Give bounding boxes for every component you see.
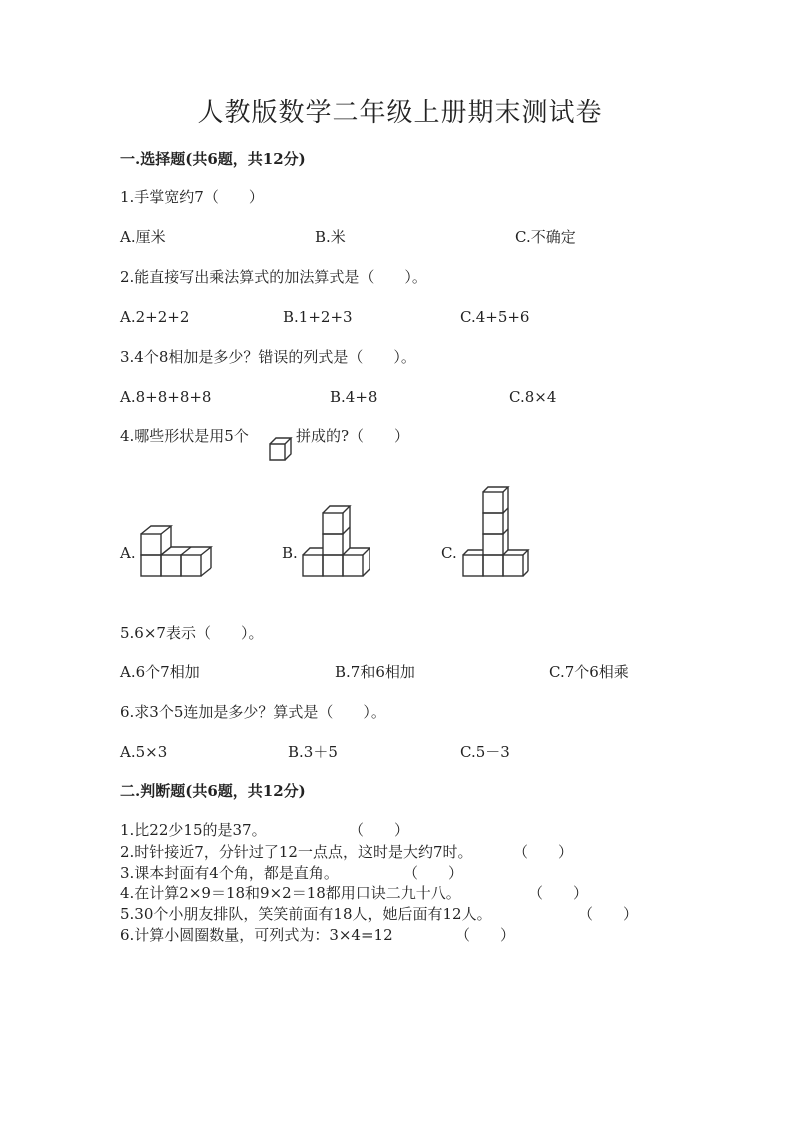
question-4-option-c: C. [441, 544, 457, 562]
question-5-option-a: A.6个7相加 [120, 663, 200, 681]
judgment-6-paren: （ ） [455, 926, 516, 944]
question-4-stem-after: 拼成的?（ ） [296, 427, 410, 445]
section-heading-choice: 一.选择题(共6题，共12分) [120, 150, 306, 168]
question-2-option-b: B.1+2+3 [283, 308, 353, 326]
judgment-6-text: 6.计算小圆圈数量，可列式为：3×4=12 [120, 926, 393, 944]
question-1-option-a: A.厘米 [120, 228, 166, 246]
judgment-5-paren: （ ） [578, 905, 639, 923]
judgment-4-text: 4.在计算2×9＝18和9×2＝18都用口诀二九十八。 [120, 884, 461, 902]
judgment-3-text: 3.课本封面有4个角，都是直角。 [120, 864, 339, 882]
question-6-option-a: A.5×3 [120, 743, 168, 761]
cube-shape-b-figure [300, 503, 370, 579]
judgment-4-paren: （ ） [528, 884, 589, 902]
question-1-option-c: C.不确定 [515, 228, 576, 246]
question-6-option-c: C.5－3 [460, 743, 510, 761]
question-2-option-a: A.2+2+2 [120, 308, 190, 326]
question-5-stem: 5.6×7表示（ ）。 [120, 624, 264, 642]
judgment-1-paren: （ ） [349, 821, 410, 839]
question-1-stem: 1.手掌宽约7（ ） [120, 188, 264, 206]
cube-shape-a-figure [138, 521, 214, 579]
judgment-2-paren: （ ） [513, 843, 574, 861]
cube-shape-c-figure [460, 485, 530, 579]
question-3-option-b: B.4+8 [330, 388, 378, 406]
single-cube-figure [268, 436, 294, 462]
question-3-option-c: C.8×4 [509, 388, 557, 406]
judgment-2-text: 2.时针接近7，分针过了12一点点，这时是大约7时。 [120, 843, 473, 861]
question-4-stem-before: 4.哪些形状是用5个 [120, 427, 249, 445]
judgment-5-text: 5.30个小朋友排队，笑笑前面有18人，她后面有12人。 [120, 905, 492, 923]
question-2-stem: 2.能直接写出乘法算式的加法算式是（ ）。 [120, 268, 427, 286]
section-heading-judgment: 二.判断题(共6题，共12分) [120, 782, 306, 800]
question-5-option-b: B.7和6相加 [335, 663, 415, 681]
page-title: 人教版数学二年级上册期末测试卷 [197, 98, 603, 128]
question-6-stem: 6.求3个5连加是多少？算式是（ ）。 [120, 703, 386, 721]
question-4-option-a: A. [120, 544, 136, 562]
judgment-1-text: 1.比22少15的是37。 [120, 821, 267, 839]
question-3-option-a: A.8+8+8+8 [120, 388, 212, 406]
question-3-stem: 3.4个8相加是多少？错误的列式是（ ）。 [120, 348, 416, 366]
question-5-option-c: C.7个6相乘 [549, 663, 629, 681]
question-1-option-b: B.米 [315, 228, 346, 246]
question-6-option-b: B.3＋5 [288, 743, 338, 761]
judgment-3-paren: （ ） [403, 864, 464, 882]
question-2-option-c: C.4+5+6 [460, 308, 530, 326]
question-4-option-b: B. [282, 544, 298, 562]
